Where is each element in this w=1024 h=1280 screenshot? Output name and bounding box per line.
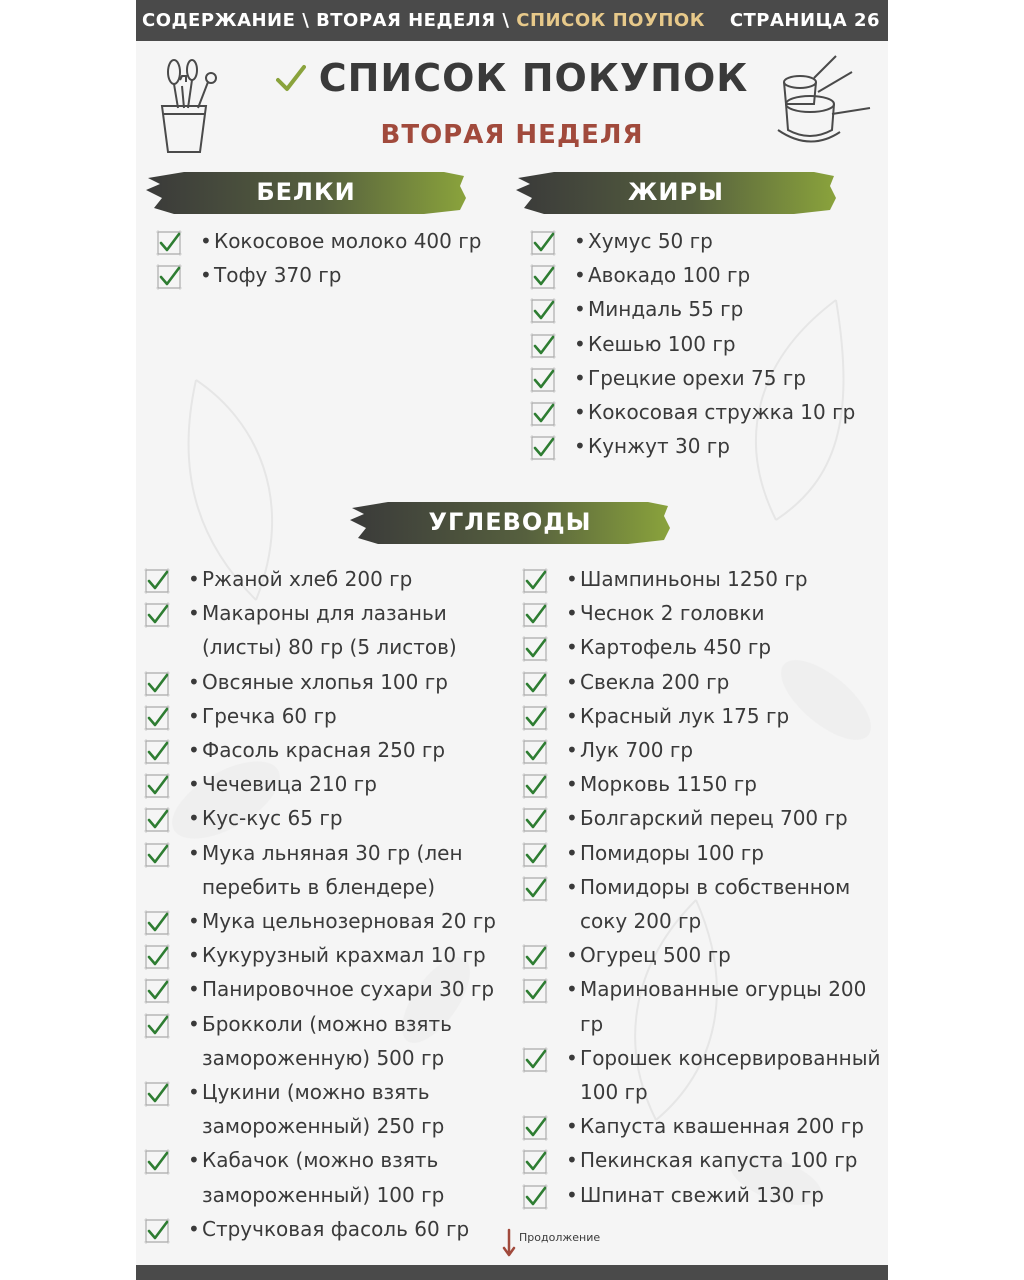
bullet-icon: • [574, 331, 586, 356]
bullet-icon: • [188, 703, 200, 728]
list-item-label: Кокосовая стружка 10 гр [588, 400, 856, 425]
list-item [522, 596, 882, 630]
list-item-label: Макароны для лазаньи (листы) 80 гр (5 листов) [202, 601, 457, 660]
list-item [144, 801, 514, 835]
breadcrumb-current: СПИСОК ПОУПОК [516, 10, 705, 31]
bullet-icon: • [188, 1011, 200, 1036]
checkbox-checked-icon[interactable] [522, 773, 548, 799]
bullet-icon: • [188, 977, 200, 1002]
bullet-icon: • [566, 567, 578, 591]
checkbox-checked-icon[interactable] [144, 568, 170, 594]
list-item-label: Помидоры в собственном соку 200 гр [580, 874, 851, 934]
arrow-down-icon [502, 1228, 516, 1258]
checkbox-checked-icon[interactable] [156, 264, 182, 290]
list-item-label: Чечевица 210 гр [202, 772, 377, 797]
list-item [144, 836, 514, 904]
list-item [522, 1178, 882, 1212]
bullet-icon: • [574, 400, 586, 425]
protein-list [156, 224, 506, 292]
list-item [144, 562, 514, 596]
list-item-label: Картофель 450 гр [580, 635, 772, 660]
list-item-label: Ржаной хлеб 200 гр [202, 567, 413, 591]
list-item-label: Тофу 370 гр [214, 263, 342, 288]
checkbox-checked-icon[interactable] [522, 842, 548, 868]
bullet-icon: • [566, 772, 578, 797]
title-row [136, 56, 888, 100]
checkbox-checked-icon[interactable] [522, 671, 548, 697]
list-item [144, 1007, 514, 1075]
bullet-icon: • [566, 943, 578, 968]
bullet-icon: • [188, 601, 200, 626]
list-item [522, 1143, 882, 1177]
carb-list-left [144, 562, 514, 1246]
list-item [144, 904, 514, 938]
checkbox-checked-icon[interactable] [530, 230, 556, 256]
bullet-icon: • [188, 567, 200, 591]
list-item-label: Морковь 1150 гр [580, 772, 757, 797]
breadcrumb-contents[interactable]: СОДЕРЖАНИЕ [142, 10, 296, 31]
list-item [144, 596, 514, 664]
checkbox-checked-icon[interactable] [530, 264, 556, 290]
list-item [522, 1041, 882, 1109]
list-item-label: Кокосовое молоко 400 гр [214, 229, 482, 253]
list-item [530, 258, 880, 292]
list-item [522, 938, 882, 972]
list-item-label: Лук 700 гр [580, 738, 694, 763]
list-item-label: Панировочное сухари 30 гр [202, 977, 495, 1002]
bullet-icon: • [188, 1216, 200, 1241]
checkbox-checked-icon[interactable] [144, 705, 170, 731]
checkbox-checked-icon[interactable] [144, 739, 170, 765]
bullet-icon: • [566, 806, 578, 831]
list-item-label: Кукурузный крахмал 10 гр [202, 943, 486, 968]
list-item [522, 836, 882, 870]
list-item-label: Болгарский перец 700 гр [580, 806, 848, 831]
bullet-icon: • [200, 229, 212, 253]
bottom-bar [136, 1265, 888, 1280]
page-subtitle: ВТОРАЯ НЕДЕЛЯ [380, 120, 644, 150]
bullet-icon: • [200, 263, 212, 288]
breadcrumb-separator: \ [502, 10, 510, 31]
section-banner-proteins [144, 168, 468, 216]
checkbox-checked-icon[interactable] [522, 602, 548, 628]
bullet-icon: • [566, 1114, 578, 1139]
section-heading-proteins: БЕЛКИ [256, 178, 356, 206]
list-item-label: Маринованные огурцы 200 гр [580, 977, 867, 1036]
breadcrumb [142, 10, 705, 31]
bullet-icon: • [188, 806, 200, 831]
checkbox-checked-icon[interactable] [144, 773, 170, 799]
checkbox-checked-icon[interactable] [522, 636, 548, 662]
bullet-icon: • [566, 977, 578, 1002]
list-item [522, 630, 882, 664]
checkbox-checked-icon[interactable] [522, 807, 548, 833]
bullet-icon: • [188, 738, 200, 763]
bullet-icon: • [566, 1182, 578, 1207]
list-item-label: Шпинат свежий 130 гр [580, 1182, 824, 1207]
list-item [522, 870, 882, 938]
checkbox-checked-icon[interactable] [522, 1047, 548, 1073]
section-heading-carbs: УГЛЕВОДЫ [428, 508, 592, 536]
list-item-label: Овсяные хлопья 100 гр [202, 669, 448, 694]
list-item [144, 699, 514, 733]
checkbox-checked-icon[interactable] [522, 568, 548, 594]
list-item [144, 1075, 514, 1143]
bullet-icon: • [574, 229, 586, 253]
breadcrumb-week[interactable]: ВТОРАЯ НЕДЕЛЯ [316, 10, 496, 31]
page-number: СТРАНИЦА 26 [729, 10, 880, 31]
bullet-icon: • [188, 909, 200, 934]
checkbox-checked-icon[interactable] [522, 1115, 548, 1141]
list-item [530, 327, 880, 361]
list-item [522, 801, 882, 835]
list-item [144, 972, 514, 1006]
checkbox-checked-icon[interactable] [144, 978, 170, 1004]
checkbox-checked-icon[interactable] [522, 739, 548, 765]
bullet-icon: • [566, 601, 578, 626]
list-item-label: Кус-кус 65 гр [202, 806, 343, 831]
list-item-label: Пекинская капуста 100 гр [580, 1148, 858, 1173]
list-item-label: Гречка 60 гр [202, 703, 337, 728]
list-item-label: Брокколи (можно взять замороженную) 500 гр [202, 1011, 452, 1070]
list-item-label: Кунжут 30 гр [588, 434, 730, 459]
checkbox-checked-icon[interactable] [530, 367, 556, 393]
bullet-icon: • [566, 840, 578, 865]
list-item-label: Мука льняная 30 гр (лен перебить в блендере) [202, 840, 463, 899]
bullet-icon: • [566, 1148, 578, 1173]
checkbox-checked-icon[interactable] [144, 671, 170, 697]
list-item-label: Кешью 100 гр [588, 331, 736, 356]
list-item-label: Кабачок (можно взять замороженный) 100 гр [202, 1148, 445, 1207]
list-item [144, 733, 514, 767]
bullet-icon: • [574, 263, 586, 288]
checkbox-checked-icon[interactable] [144, 1013, 170, 1039]
list-item-label: Капуста квашенная 200 гр [580, 1114, 864, 1139]
list-item-label: Миндаль 55 гр [588, 297, 744, 322]
list-item [144, 1143, 514, 1211]
checkbox-checked-icon[interactable] [522, 1184, 548, 1210]
checkbox-checked-icon[interactable] [530, 435, 556, 461]
list-item [156, 224, 506, 258]
list-item [144, 938, 514, 972]
continue-link[interactable]: Продолжение [519, 1231, 601, 1244]
list-item [530, 395, 880, 429]
checkbox-checked-icon[interactable] [144, 842, 170, 868]
bullet-icon: • [574, 297, 586, 322]
list-item [144, 1212, 514, 1246]
checkbox-checked-icon[interactable] [144, 1218, 170, 1244]
list-item [144, 767, 514, 801]
checkbox-checked-icon[interactable] [522, 1149, 548, 1175]
breadcrumb-separator: \ [302, 10, 310, 31]
checkbox-checked-icon[interactable] [530, 401, 556, 427]
top-bar [136, 0, 888, 41]
list-item [522, 733, 882, 767]
list-item-label: Красный лук 175 гр [580, 703, 790, 728]
bullet-icon: • [188, 943, 200, 968]
checkbox-checked-icon[interactable] [144, 910, 170, 936]
list-item [522, 767, 882, 801]
section-banner-carbs [348, 498, 672, 546]
checkbox-checked-icon[interactable] [522, 978, 548, 1004]
list-item-label: Горошек консервированный 100 гр [580, 1045, 881, 1105]
fat-list [530, 224, 880, 463]
list-item-label: Помидоры 100 гр [580, 840, 765, 865]
check-icon [276, 64, 306, 92]
bullet-icon: • [574, 434, 586, 459]
list-item-label: Авокадо 100 гр [588, 263, 751, 288]
list-item-label: Хумус 50 гр [588, 229, 713, 253]
list-item-label: Шампиньоны 1250 гр [580, 567, 808, 591]
list-item-label: Огурец 500 гр [580, 943, 731, 968]
checkbox-checked-icon[interactable] [530, 298, 556, 324]
bullet-icon: • [566, 874, 578, 899]
page [136, 0, 888, 1280]
checkbox-checked-icon[interactable] [144, 944, 170, 970]
list-item [522, 972, 882, 1040]
bullet-icon: • [574, 365, 586, 390]
checkbox-checked-icon[interactable] [522, 944, 548, 970]
bullet-icon: • [566, 703, 578, 728]
list-item-label: Грецкие орехи 75 гр [588, 365, 806, 390]
list-item-label: Мука цельнозерновая 20 гр [202, 909, 496, 934]
list-item [144, 665, 514, 699]
bullet-icon: • [566, 669, 578, 694]
checkbox-checked-icon[interactable] [144, 807, 170, 833]
checkbox-checked-icon[interactable] [522, 876, 548, 902]
checkbox-checked-icon[interactable] [530, 333, 556, 359]
section-heading-fats: ЖИРЫ [628, 178, 724, 206]
list-item-label: Свекла 200 гр [580, 669, 730, 694]
list-item [522, 562, 882, 596]
bullet-icon: • [188, 840, 200, 865]
list-item [530, 429, 880, 463]
checkbox-checked-icon[interactable] [156, 230, 182, 256]
bullet-icon: • [188, 669, 200, 694]
list-item [522, 665, 882, 699]
list-item [530, 224, 880, 258]
list-item [156, 258, 506, 292]
list-item-label: Чеснок 2 головки [580, 601, 765, 626]
bullet-icon: • [566, 738, 578, 763]
list-item-label: Фасоль красная 250 гр [202, 738, 446, 763]
list-item [530, 292, 880, 326]
bullet-icon: • [566, 1045, 578, 1070]
page-title: СПИСОК ПОКУПОК [318, 56, 749, 100]
checkbox-checked-icon[interactable] [144, 602, 170, 628]
list-item [530, 361, 880, 395]
list-item [522, 1109, 882, 1143]
checkbox-checked-icon[interactable] [144, 1149, 170, 1175]
checkbox-checked-icon[interactable] [522, 705, 548, 731]
bullet-icon: • [188, 1080, 200, 1105]
list-item-label: Цукини (можно взять замороженный) 250 гр [202, 1080, 445, 1139]
carb-list-right [522, 562, 882, 1212]
list-item [522, 699, 882, 733]
list-item-label: Стручковая фасоль 60 гр [202, 1216, 470, 1241]
bullet-icon: • [188, 772, 200, 797]
section-banner-fats [514, 168, 838, 216]
bullet-icon: • [566, 635, 578, 660]
bullet-icon: • [188, 1148, 200, 1173]
checkbox-checked-icon[interactable] [144, 1081, 170, 1107]
